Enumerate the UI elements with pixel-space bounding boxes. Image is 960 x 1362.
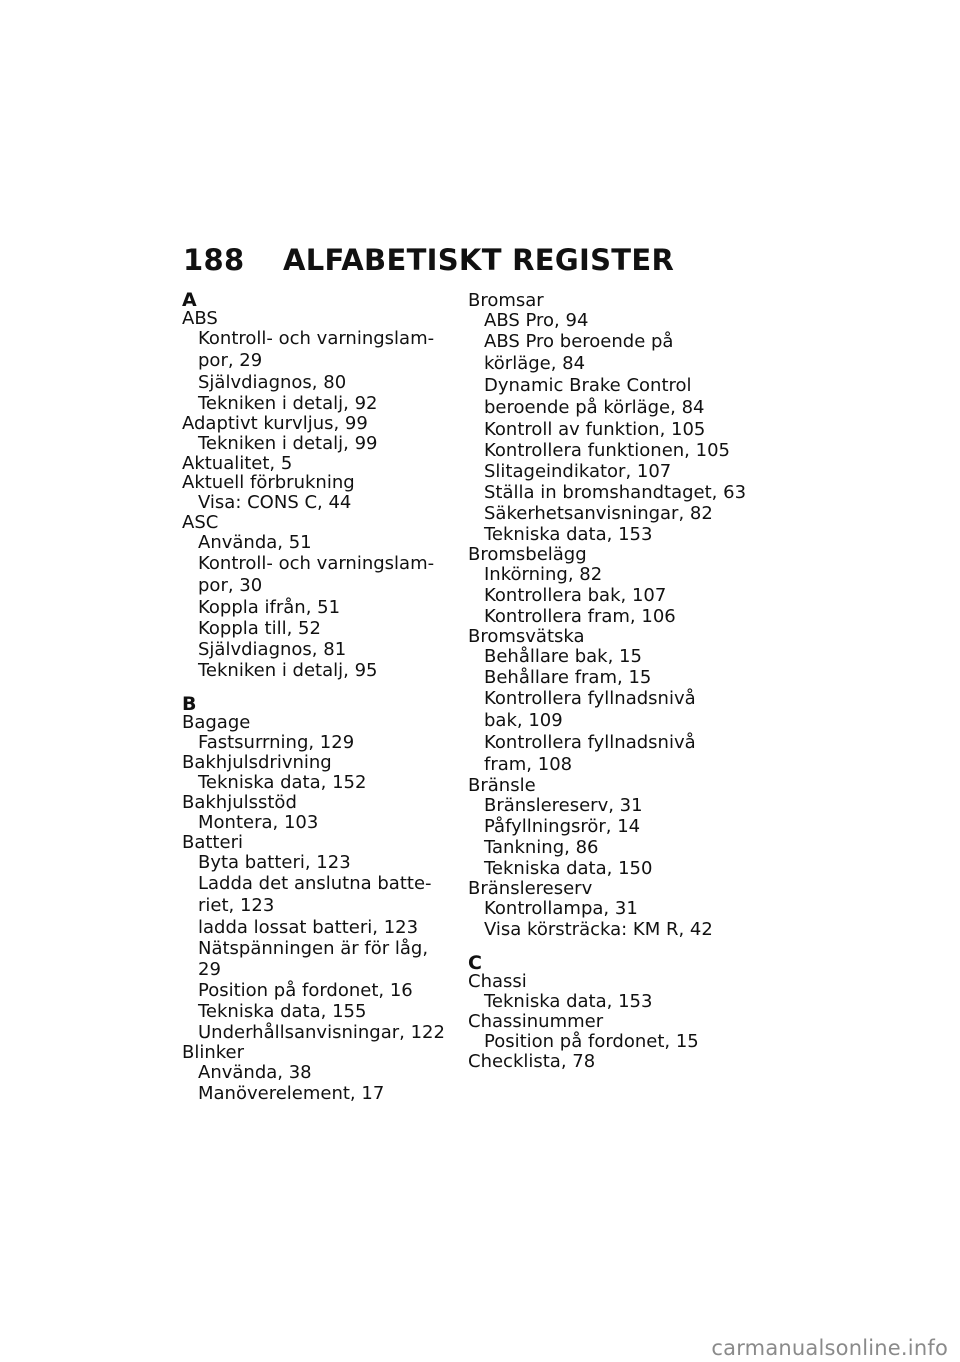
index-subentry: körläge, 84 (484, 353, 586, 374)
index-subentry: Använda, 38 (198, 1062, 312, 1083)
index-subentry: Kontrollampa, 31 (484, 898, 638, 919)
index-subentry: Tekniska data, 152 (198, 772, 367, 793)
index-term: Bromsbelägg (468, 544, 587, 565)
index-subentry: ABS Pro, 94 (484, 310, 589, 331)
index-subentry: por, 30 (198, 575, 263, 596)
index-entry (182, 309, 452, 414)
index-term: Bromsar (468, 290, 544, 311)
index-entry (182, 833, 452, 1043)
index-subentry: Slitageindikator, 107 (484, 461, 672, 482)
index-subentry: bak, 109 (484, 710, 563, 731)
index-subentry: por, 29 (198, 350, 263, 371)
index-subentry: Tekniken i detalj, 99 (198, 433, 378, 454)
index-term: Bränslereserv (468, 878, 593, 899)
index-subentry: Behållare fram, 15 (484, 667, 652, 688)
index-column-right (468, 291, 768, 1071)
index-subentry: Säkerhetsanvisningar, 82 (484, 503, 713, 524)
index-letter-heading: A (182, 289, 197, 311)
index-subentry: Kontrollera funktionen, 105 (484, 440, 730, 461)
index-entry (182, 753, 452, 793)
index-subentry: Tankning, 86 (484, 837, 599, 858)
index-subentry: Visa körsträcka: KM R, 42 (484, 919, 713, 940)
index-subentry: Tekniska data, 150 (484, 858, 653, 879)
index-subentry: Kontrollera bak, 107 (484, 585, 667, 606)
page-header (183, 243, 674, 277)
index-subentry: Kontroll- och varningslam- (198, 328, 435, 349)
index-entry (468, 972, 768, 1012)
index-subentry: Kontroll av funktion, 105 (484, 419, 706, 440)
index-subentry: Påfyllningsrör, 14 (484, 816, 641, 837)
index-subentry: Dynamic Brake Control (484, 375, 692, 396)
index-subentry: Tekniken i detalj, 95 (198, 660, 378, 681)
index-entry (468, 545, 768, 627)
index-term: Blinker (182, 1042, 245, 1063)
index-column-left (182, 291, 452, 1104)
index-subentry: Ladda det anslutna batte- (198, 873, 432, 894)
index-entry (182, 1043, 452, 1104)
index-entry (468, 776, 768, 879)
index-subentry: ladda lossat batteri, 123 (198, 917, 419, 938)
index-subentry: Självdiagnos, 80 (198, 372, 347, 393)
index-term: Adaptivt kurvljus, 99 (182, 413, 368, 434)
index-term: Aktualitet, 5 (182, 453, 293, 474)
index-subentry: fram, 108 (484, 754, 573, 775)
index-entry (468, 291, 768, 545)
index-subentry: Underhållsanvisningar, 122 (198, 1022, 445, 1043)
index-term: Bakhjulsdrivning (182, 752, 332, 773)
index-subentry: Kontroll- och varningslam- (198, 553, 435, 574)
index-subentry: Kontrollera fram, 106 (484, 606, 676, 627)
index-term: Checklista, 78 (468, 1051, 596, 1072)
index-term: ASC (182, 512, 219, 533)
index-subentry: Tekniska data, 153 (484, 991, 653, 1012)
index-letter-heading: C (468, 952, 482, 974)
index-entry (182, 473, 452, 513)
index-subentry: Tekniska data, 155 (198, 1001, 367, 1022)
index-entry (182, 793, 452, 833)
index-subentry: riet, 123 (198, 895, 275, 916)
index-subentry: ABS Pro beroende på (484, 331, 674, 352)
watermark: carmanualsonline.info (711, 1336, 948, 1360)
index-subentry: Inkörning, 82 (484, 564, 603, 585)
index-subentry: Kontrollera fyllnadsnivå (484, 688, 696, 709)
index-subentry: Nätspänningen är för låg, 29 (198, 938, 429, 980)
page-title: ALFABETISKT REGISTER (283, 243, 675, 277)
index-subentry: Byta batteri, 123 (198, 852, 351, 873)
index-subentry: Manöverelement, 17 (198, 1083, 385, 1104)
index-term: Chassinummer (468, 1011, 604, 1032)
index-entry (182, 513, 452, 681)
index-term: Bränsle (468, 775, 536, 796)
index-subentry: Fastsurrning, 129 (198, 732, 355, 753)
index-subentry: Position på fordonet, 15 (484, 1031, 699, 1052)
index-term: Bakhjulsstöd (182, 792, 297, 813)
index-entry (182, 414, 452, 454)
page-number: 188 (183, 243, 245, 277)
index-term: Batteri (182, 832, 243, 853)
index-subentry: Visa: CONS C, 44 (198, 492, 352, 513)
index-subentry: beroende på körläge, 84 (484, 397, 705, 418)
index-letter-heading: B (182, 693, 197, 715)
index-subentry: Använda, 51 (198, 532, 312, 553)
index-subentry: Behållare bak, 15 (484, 646, 642, 667)
index-subentry: Tekniken i detalj, 92 (198, 393, 378, 414)
index-subentry: Tekniska data, 153 (484, 524, 653, 545)
index-entry (182, 454, 452, 473)
index-subentry: Koppla ifrån, 51 (198, 597, 341, 618)
index-subentry: Ställa in bromshandtaget, 63 (484, 482, 747, 503)
index-term: Aktuell förbrukning (182, 472, 355, 493)
index-subentry: Kontrollera fyllnadsnivå (484, 732, 696, 753)
index-subentry: Montera, 103 (198, 812, 319, 833)
index-term: Bagage (182, 712, 251, 733)
index-entry (468, 1012, 768, 1052)
index-entry (468, 879, 768, 940)
index-subentry: Självdiagnos, 81 (198, 639, 347, 660)
index-subentry: Bränslereserv, 31 (484, 795, 643, 816)
index-subentry: Koppla till, 52 (198, 618, 321, 639)
index-entry (468, 627, 768, 776)
index-term: Chassi (468, 971, 527, 992)
index-term: Bromsvätska (468, 626, 585, 647)
index-entry (468, 1052, 768, 1071)
index-term: ABS (182, 308, 218, 329)
index-subentry: Position på fordonet, 16 (198, 980, 413, 1001)
index-entry (182, 713, 452, 753)
